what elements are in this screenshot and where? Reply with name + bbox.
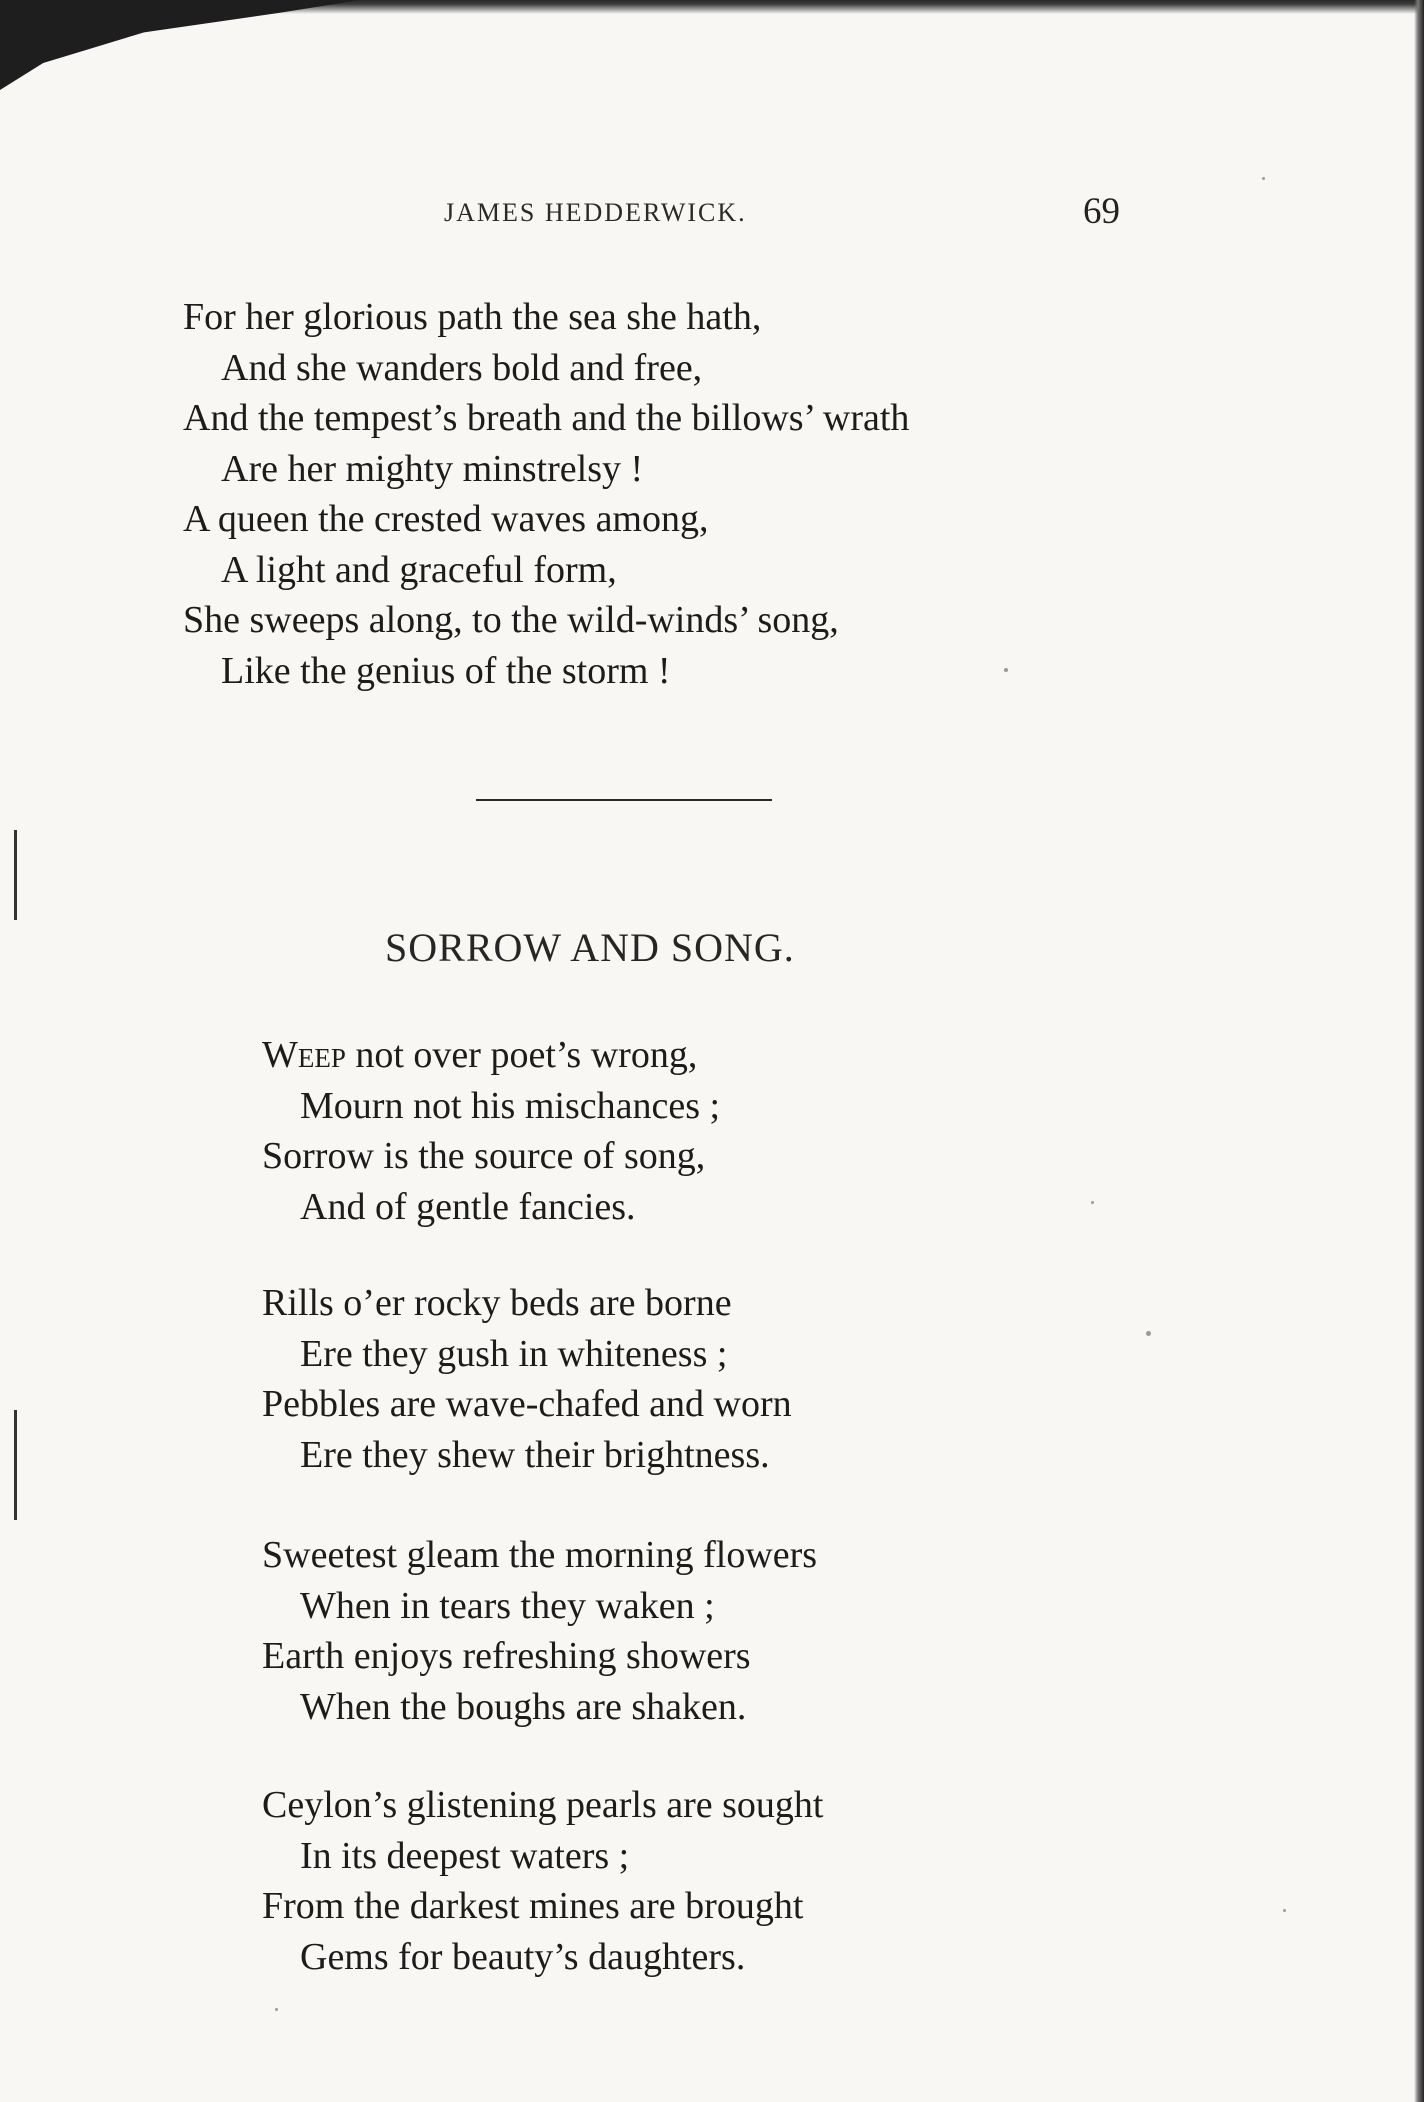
section-divider <box>476 799 772 801</box>
verse-line-rest: not over poet’s wrong, <box>345 1034 698 1076</box>
verse-line: Pebbles are wave-chafed and worn <box>262 1383 792 1425</box>
verse-line <box>262 1030 720 1081</box>
stanza-1 <box>262 1030 720 1232</box>
scan-speck <box>1146 1331 1151 1336</box>
verse-line: And of gentle fancies. <box>300 1185 636 1228</box>
stanza-2 <box>262 1278 792 1480</box>
drop-word: Weep <box>262 1034 346 1076</box>
verse-line: In its deepest waters ; <box>300 1834 630 1877</box>
verse-line: She sweeps along, to the wild-winds’ song, <box>183 599 839 641</box>
poem-continuation-stanza <box>183 292 909 696</box>
verse-line: Rills o’er rocky beds are borne <box>262 1282 732 1324</box>
verse-line: And the tempest’s breath and the billows’ wrath <box>183 397 910 439</box>
running-head: JAMES HEDDERWICK. <box>444 198 747 227</box>
scan-speck <box>1283 1909 1286 1912</box>
scan-left-mark <box>14 830 17 920</box>
verse-line: Like the genius of the storm ! <box>221 649 671 692</box>
verse-line: When in tears they waken ; <box>300 1584 715 1627</box>
page-number: 69 <box>1083 191 1120 232</box>
scan-speck <box>1091 1201 1094 1204</box>
scan-right-edge <box>1414 0 1424 2102</box>
verse-line: From the darkest mines are brought <box>262 1885 804 1927</box>
verse-line: Are her mighty minstrelsy ! <box>221 447 644 490</box>
verse-line: A light and graceful form, <box>221 548 617 591</box>
verse-line: Sweetest gleam the morning flowers <box>262 1534 818 1576</box>
scan-speck <box>1004 668 1008 672</box>
scan-speck <box>1262 177 1265 180</box>
stanza-4 <box>262 1780 823 1982</box>
scan-left-mark <box>14 1410 17 1520</box>
verse-line: Ceylon’s glistening pearls are sought <box>262 1784 824 1826</box>
verse-line: And she wanders bold and free, <box>221 346 703 389</box>
page-header <box>180 190 1120 240</box>
verse-line: Ere they gush in whiteness ; <box>300 1332 728 1375</box>
verse-line: When the boughs are shaken. <box>300 1685 747 1728</box>
verse-line: Earth enjoys refreshing showers <box>262 1635 751 1677</box>
verse-line: Sorrow is the source of song, <box>262 1135 706 1177</box>
verse-line: For her glorious path the sea she hath, <box>183 296 762 338</box>
stanza-3 <box>262 1530 817 1732</box>
verse-line: Mourn not his mischances ; <box>300 1084 721 1127</box>
verse-line: A queen the crested waves among, <box>183 498 709 540</box>
scan-speck <box>275 2008 278 2011</box>
poem-title: SORROW AND SONG. <box>385 925 795 970</box>
verse-line: Gems for beauty’s daughters. <box>300 1935 746 1978</box>
verse-line: Ere they shew their brightness. <box>300 1433 770 1476</box>
